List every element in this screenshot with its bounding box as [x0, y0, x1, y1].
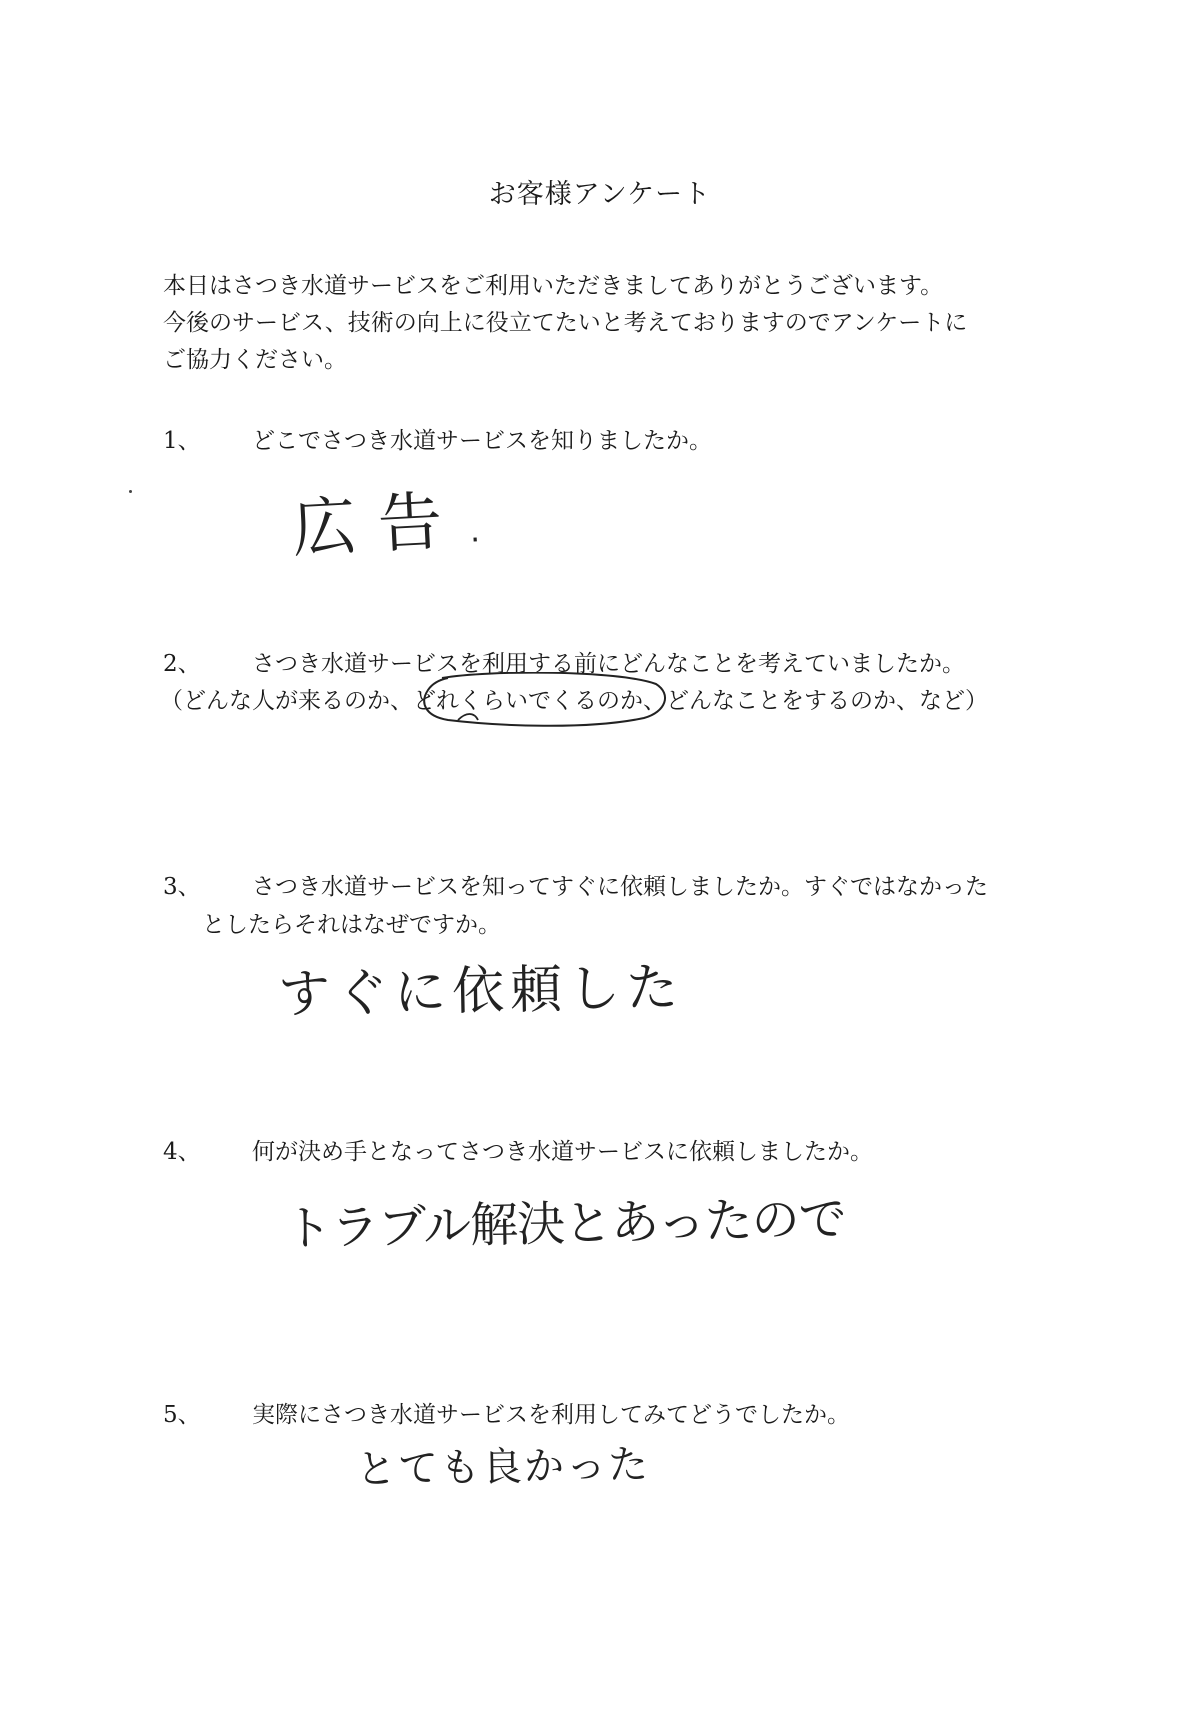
examples-circled: どれくらいでくるのか	[413, 688, 643, 714]
question-3-text-continued: としたらそれはなぜですか。	[202, 912, 501, 938]
answer-3-handwriting: すぐに依頼した	[277, 957, 685, 1025]
question-5-text: 実際にさつき水道サービスを利用してみてどうでしたか。	[252, 1402, 850, 1428]
examples-before: （どんな人が来るのか、	[160, 688, 413, 714]
intro-paragraph	[163, 268, 1063, 379]
question-1-text: どこでさつき水道サービスを知りましたか。	[252, 428, 712, 454]
question-2-examples	[160, 682, 988, 715]
question-2-number: 2、	[163, 651, 201, 677]
question-2-text: さつき水道サービスを利用する前にどんなことを考えていましたか。	[252, 651, 965, 677]
answer-1-handwriting: 広告.	[290, 481, 509, 567]
question-5-number: 5、	[163, 1402, 201, 1428]
answer-4-handwriting: トラブル解決とあったので	[283, 1191, 847, 1257]
question-4-text: 何が決め手となってさつき水道サービスに依頼しましたか。	[252, 1139, 873, 1165]
question-4-number: 4、	[163, 1139, 201, 1165]
intro-line: 本日はさつき水道サービスをご利用いただきましてありがとうございます。	[163, 273, 944, 299]
intro-line: 今後のサービス、技術の向上に役立てたいと考えておりますのでアンケートに	[163, 310, 968, 336]
question-3-number: 3、	[163, 874, 201, 900]
intro-line: ご協力ください。	[163, 347, 347, 373]
question-3-text: さつき水道サービスを知ってすぐに依頼しましたか。すぐではなかった	[252, 874, 988, 900]
question-1-number: 1、	[163, 428, 201, 454]
stray-mark	[129, 490, 132, 493]
answer-5-handwriting: とても良かった	[355, 1441, 651, 1493]
examples-after: 、どんなことをするのか、など）	[643, 688, 988, 714]
page-title: お客様アンケート	[488, 179, 712, 210]
